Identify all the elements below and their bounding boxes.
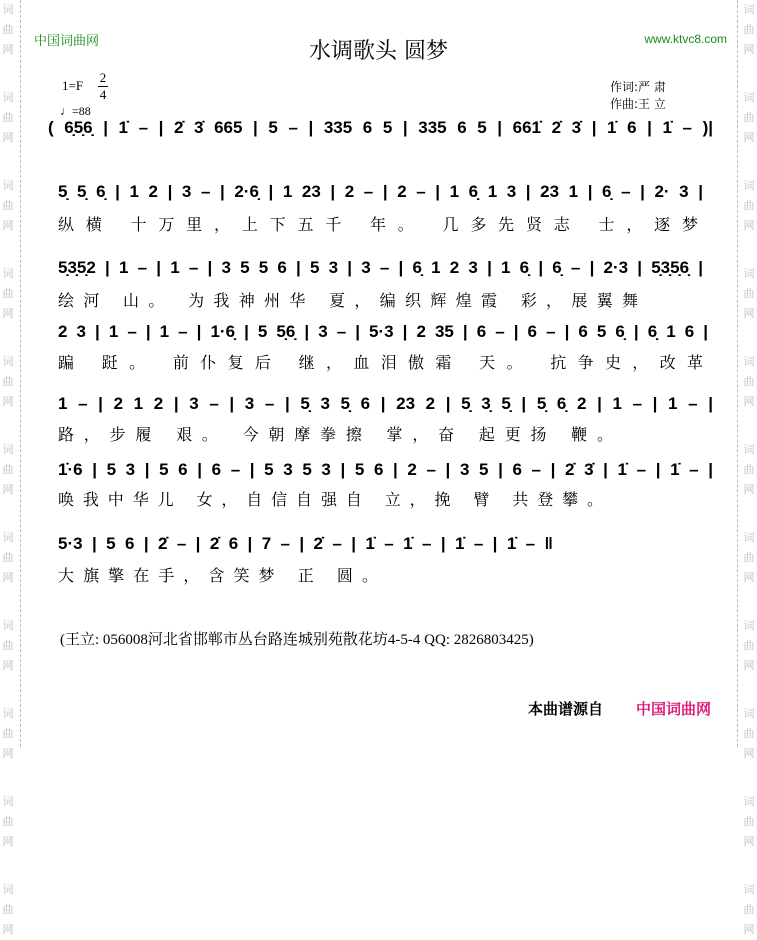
source-site[interactable]: 中国词曲网 (636, 700, 712, 718)
composer-address: (王立: 056008河北省邯郸市丛台路连城别苑散花坊4-5-4 QQ: 2826803425) (60, 632, 534, 648)
site-url[interactable]: www.ktvc8.com (644, 32, 727, 46)
lyrics-row: 唤我中华儿 女，自信自强自 立，挽 臂 共登攀。 (58, 490, 603, 509)
lyrics-row: 蹁 跹。 前仆复后 继，血泪傲霜 天。 抗争史，改革 (58, 353, 703, 372)
composer: 作曲:王 立 (610, 97, 666, 111)
key-signature: 1=F (62, 78, 84, 93)
lyrics-row: 绘河 山。 为我神州华 夏，编织辉煌霞 彩，展翼舞 (58, 291, 638, 310)
left-divider (20, 0, 21, 747)
watermark-right: 词曲网 词曲网 词曲网 词曲网 词曲网 词曲网 词曲网 词曲网 词曲网 词曲网 词曲网 (743, 3, 755, 936)
meter-bottom: 4 (99, 87, 107, 102)
notation-row: 5·3 | 5 6 | 2̇ – | 2̇ 6 | 7 – | 2̇ – | 1̇ – 1̇ – | 1̇ – | 1̇ – ‖ (58, 534, 553, 553)
song-title: 水调歌头 圆梦 (309, 39, 448, 64)
lyricist: 作词:严 肃 (610, 80, 666, 94)
lyrics-row: 路，步履 艰。 今朝摩拳擦 掌，奋 起更扬 鞭。 (58, 425, 613, 444)
lyrics-row: 纵横 十万里，上下五千 年。 几多先贤志 士，逐梦 (58, 215, 698, 234)
brand-logo: 中国词曲网 (34, 34, 100, 49)
meter-top: 2 (99, 70, 107, 85)
notation-row: 1̇·6 | 5 3 | 5 6 | 6 – | 5 3 5 3 | 5 6 | 2 – | 3 5 | 6 – | 2̇ 3̇ | 1̇ – | 1̇ – | (58, 460, 713, 479)
watermark-left: 词曲网 词曲网 词曲网 词曲网 词曲网 词曲网 词曲网 词曲网 词曲网 词曲网 词曲网 (2, 3, 14, 936)
notation-row: 5̣ 5̣ 6̣ | 1 2 | 3 – | 2·6̣ | 1 23 | 2 – | 2 – | 1 6̣ 1 3 | 23 1 | 6̣ – | 2· 3 | (58, 182, 703, 201)
source-label: 本曲谱源自 (528, 700, 604, 718)
notation-row: 2 3 | 1 – | 1 – | 1·6̣ | 5 5̣6̣ | 3 – | 5·3 | 2 35 | 6 – | 6 – | 6 5 6̣ | 6̣ 1 6 | (58, 322, 708, 341)
notation-row: ( 6̣5̣6̣ | 1̇ – | 2̇ 3̇ 665 | 5 – | 335 6 5 | 335 6 5 | 661̇ 2̇ 3̇ | 1̇ 6 | 1̇ – )| (48, 118, 713, 137)
notation-row: 5̣3̣5̣2 | 1 – | 1 – | 3 5 5 6 | 5 3 | 3 – | 6̣ 1 2 3 | 1 6̣ | 6̣ – | 2·3 | 5̣3̣5̣6̣ | (58, 258, 703, 277)
lyrics-row: 大旗擎在手，含笑梦 正 圆。 (58, 566, 378, 585)
right-divider (737, 0, 738, 747)
tempo-mark: ♩=88 (60, 104, 91, 118)
notation-row: 1 – | 2 1 2 | 3 – | 3 – | 5̣ 3 5̣ 6 | 23 2 | 5̣ 3̣ 5̣ | 5̣ 6̣ 2 | 1 – | 1 – | (58, 394, 713, 413)
time-signature (98, 70, 108, 103)
